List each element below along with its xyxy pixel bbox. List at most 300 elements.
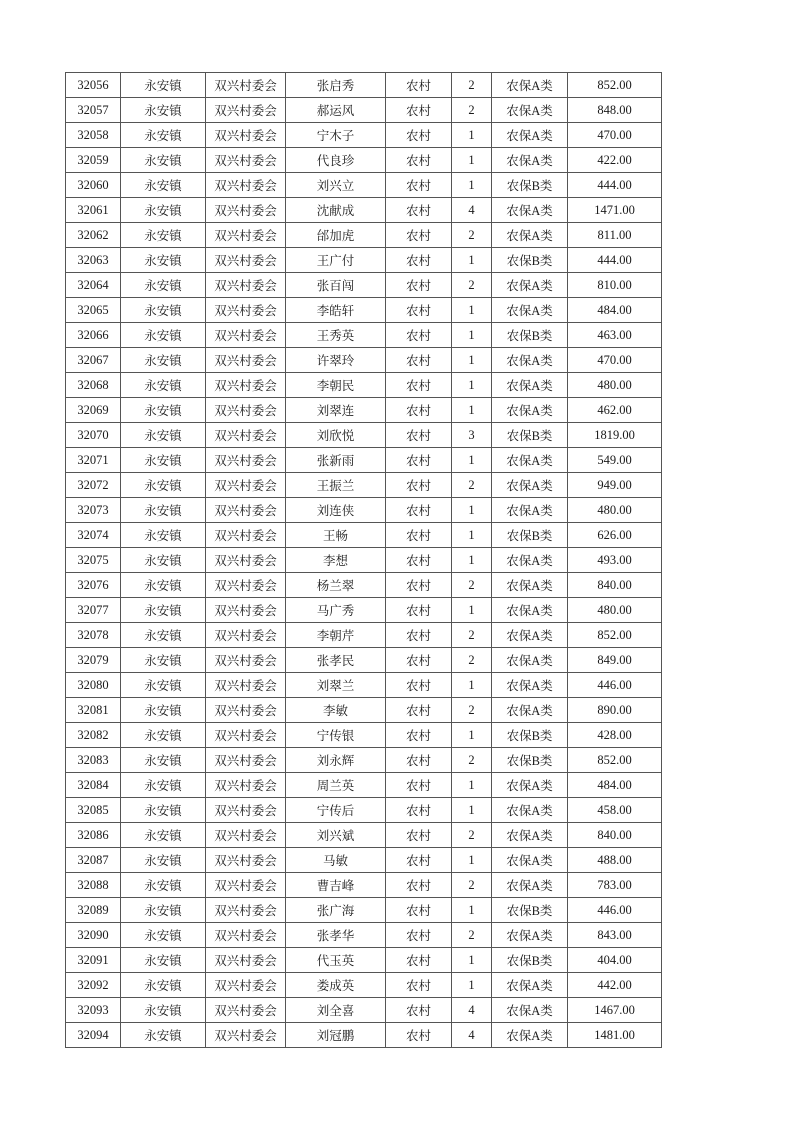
cell-amount: 1467.00 (568, 998, 662, 1023)
cell-town: 永安镇 (121, 173, 206, 198)
cell-town: 永安镇 (121, 648, 206, 673)
cell-residence: 农村 (386, 773, 452, 798)
cell-amount: 626.00 (568, 523, 662, 548)
cell-name: 王畅 (286, 523, 386, 548)
cell-residence: 农村 (386, 398, 452, 423)
cell-name: 刘兴立 (286, 173, 386, 198)
cell-name: 代玉英 (286, 948, 386, 973)
cell-residence: 农村 (386, 123, 452, 148)
cell-category: 农保B类 (492, 948, 568, 973)
cell-residence: 农村 (386, 598, 452, 623)
cell-town: 永安镇 (121, 398, 206, 423)
table-row (66, 548, 662, 573)
cell-town: 永安镇 (121, 973, 206, 998)
cell-persons: 1 (452, 598, 492, 623)
cell-id: 32083 (66, 748, 121, 773)
table-row (66, 948, 662, 973)
cell-village: 双兴村委会 (206, 148, 286, 173)
cell-town: 永安镇 (121, 548, 206, 573)
table-row (66, 623, 662, 648)
cell-name: 王广付 (286, 248, 386, 273)
cell-name: 张广海 (286, 898, 386, 923)
cell-category: 农保B类 (492, 248, 568, 273)
table-row (66, 348, 662, 373)
table-row (66, 798, 662, 823)
cell-category: 农保B类 (492, 898, 568, 923)
cell-village: 双兴村委会 (206, 123, 286, 148)
cell-category: 农保A类 (492, 398, 568, 423)
cell-village: 双兴村委会 (206, 173, 286, 198)
cell-village: 双兴村委会 (206, 323, 286, 348)
cell-town: 永安镇 (121, 198, 206, 223)
cell-id: 32074 (66, 523, 121, 548)
cell-residence: 农村 (386, 98, 452, 123)
table-row (66, 498, 662, 523)
cell-category: 农保A类 (492, 473, 568, 498)
cell-town: 永安镇 (121, 423, 206, 448)
table-row (66, 473, 662, 498)
cell-id: 32081 (66, 698, 121, 723)
cell-id: 32088 (66, 873, 121, 898)
cell-residence: 农村 (386, 748, 452, 773)
cell-name: 许翠玲 (286, 348, 386, 373)
cell-persons: 4 (452, 198, 492, 223)
cell-id: 32093 (66, 998, 121, 1023)
cell-residence: 农村 (386, 948, 452, 973)
cell-id: 32057 (66, 98, 121, 123)
cell-category: 农保B类 (492, 423, 568, 448)
cell-id: 32073 (66, 498, 121, 523)
table-row (66, 173, 662, 198)
cell-amount: 480.00 (568, 373, 662, 398)
cell-village: 双兴村委会 (206, 448, 286, 473)
cell-persons: 1 (452, 448, 492, 473)
table-row (66, 248, 662, 273)
cell-residence: 农村 (386, 548, 452, 573)
cell-amount: 404.00 (568, 948, 662, 973)
cell-town: 永安镇 (121, 773, 206, 798)
cell-village: 双兴村委会 (206, 373, 286, 398)
cell-id: 32071 (66, 448, 121, 473)
cell-town: 永安镇 (121, 798, 206, 823)
cell-town: 永安镇 (121, 498, 206, 523)
cell-category: 农保A类 (492, 998, 568, 1023)
cell-persons: 1 (452, 773, 492, 798)
cell-id: 32072 (66, 473, 121, 498)
benefits-table (65, 72, 662, 1048)
table-row (66, 223, 662, 248)
cell-name: 马广秀 (286, 598, 386, 623)
cell-name: 刘连侠 (286, 498, 386, 523)
cell-id: 32064 (66, 273, 121, 298)
cell-name: 张孝民 (286, 648, 386, 673)
cell-residence: 农村 (386, 423, 452, 448)
cell-town: 永安镇 (121, 723, 206, 748)
cell-id: 32082 (66, 723, 121, 748)
cell-amount: 890.00 (568, 698, 662, 723)
table-row (66, 273, 662, 298)
cell-name: 周兰英 (286, 773, 386, 798)
cell-residence: 农村 (386, 348, 452, 373)
cell-amount: 442.00 (568, 973, 662, 998)
cell-name: 张孝华 (286, 923, 386, 948)
cell-residence: 农村 (386, 273, 452, 298)
cell-residence: 农村 (386, 848, 452, 873)
cell-village: 双兴村委会 (206, 898, 286, 923)
cell-village: 双兴村委会 (206, 223, 286, 248)
cell-name: 刘全喜 (286, 998, 386, 1023)
cell-category: 农保A类 (492, 73, 568, 98)
cell-town: 永安镇 (121, 273, 206, 298)
cell-town: 永安镇 (121, 473, 206, 498)
cell-category: 农保A类 (492, 198, 568, 223)
cell-residence: 农村 (386, 573, 452, 598)
cell-town: 永安镇 (121, 848, 206, 873)
cell-id: 32085 (66, 798, 121, 823)
cell-persons: 1 (452, 723, 492, 748)
table-row (66, 323, 662, 348)
cell-id: 32063 (66, 248, 121, 273)
cell-amount: 444.00 (568, 248, 662, 273)
cell-amount: 480.00 (568, 498, 662, 523)
cell-id: 32070 (66, 423, 121, 448)
cell-id: 32062 (66, 223, 121, 248)
cell-town: 永安镇 (121, 673, 206, 698)
cell-id: 32090 (66, 923, 121, 948)
table-row (66, 523, 662, 548)
cell-persons: 2 (452, 273, 492, 298)
cell-amount: 422.00 (568, 148, 662, 173)
cell-name: 宁传后 (286, 798, 386, 823)
cell-persons: 1 (452, 348, 492, 373)
cell-persons: 2 (452, 923, 492, 948)
cell-amount: 949.00 (568, 473, 662, 498)
table-row (66, 98, 662, 123)
table-row (66, 123, 662, 148)
cell-persons: 2 (452, 73, 492, 98)
cell-residence: 农村 (386, 498, 452, 523)
cell-persons: 4 (452, 1023, 492, 1048)
cell-town: 永安镇 (121, 523, 206, 548)
cell-id: 32087 (66, 848, 121, 873)
cell-category: 农保A类 (492, 573, 568, 598)
cell-residence: 农村 (386, 698, 452, 723)
cell-name: 刘兴斌 (286, 823, 386, 848)
cell-town: 永安镇 (121, 73, 206, 98)
cell-category: 农保A类 (492, 798, 568, 823)
cell-amount: 446.00 (568, 898, 662, 923)
table-row (66, 1023, 662, 1048)
table-row (66, 823, 662, 848)
cell-persons: 1 (452, 973, 492, 998)
cell-id: 32069 (66, 398, 121, 423)
cell-amount: 462.00 (568, 398, 662, 423)
cell-name: 刘冠鹏 (286, 1023, 386, 1048)
cell-residence: 农村 (386, 198, 452, 223)
cell-id: 32094 (66, 1023, 121, 1048)
cell-village: 双兴村委会 (206, 873, 286, 898)
cell-residence: 农村 (386, 323, 452, 348)
cell-id: 32066 (66, 323, 121, 348)
cell-amount: 444.00 (568, 173, 662, 198)
cell-persons: 3 (452, 423, 492, 448)
cell-village: 双兴村委会 (206, 748, 286, 773)
cell-village: 双兴村委会 (206, 348, 286, 373)
cell-category: 农保A类 (492, 673, 568, 698)
cell-name: 张百闯 (286, 273, 386, 298)
cell-persons: 1 (452, 398, 492, 423)
cell-town: 永安镇 (121, 698, 206, 723)
cell-village: 双兴村委会 (206, 523, 286, 548)
cell-category: 农保A类 (492, 623, 568, 648)
table-row (66, 923, 662, 948)
cell-residence: 农村 (386, 448, 452, 473)
cell-name: 代良珍 (286, 148, 386, 173)
cell-village: 双兴村委会 (206, 248, 286, 273)
cell-category: 农保A类 (492, 223, 568, 248)
cell-town: 永安镇 (121, 98, 206, 123)
cell-residence: 农村 (386, 73, 452, 98)
cell-category: 农保A类 (492, 698, 568, 723)
cell-village: 双兴村委会 (206, 798, 286, 823)
cell-town: 永安镇 (121, 148, 206, 173)
table-row (66, 198, 662, 223)
cell-amount: 493.00 (568, 548, 662, 573)
cell-amount: 783.00 (568, 873, 662, 898)
cell-category: 农保A类 (492, 848, 568, 873)
cell-persons: 1 (452, 798, 492, 823)
cell-persons: 2 (452, 223, 492, 248)
cell-residence: 农村 (386, 373, 452, 398)
cell-village: 双兴村委会 (206, 923, 286, 948)
cell-id: 32080 (66, 673, 121, 698)
cell-town: 永安镇 (121, 823, 206, 848)
cell-persons: 1 (452, 898, 492, 923)
cell-village: 双兴村委会 (206, 723, 286, 748)
cell-name: 郝运风 (286, 98, 386, 123)
cell-town: 永安镇 (121, 298, 206, 323)
table-row (66, 723, 662, 748)
cell-id: 32056 (66, 73, 121, 98)
cell-id: 32058 (66, 123, 121, 148)
cell-village: 双兴村委会 (206, 648, 286, 673)
cell-id: 32079 (66, 648, 121, 673)
cell-town: 永安镇 (121, 123, 206, 148)
cell-village: 双兴村委会 (206, 198, 286, 223)
cell-town: 永安镇 (121, 348, 206, 373)
cell-amount: 484.00 (568, 298, 662, 323)
cell-residence: 农村 (386, 998, 452, 1023)
cell-amount: 470.00 (568, 348, 662, 373)
cell-persons: 1 (452, 123, 492, 148)
cell-id: 32068 (66, 373, 121, 398)
cell-category: 农保A类 (492, 448, 568, 473)
cell-category: 农保A类 (492, 498, 568, 523)
cell-town: 永安镇 (121, 373, 206, 398)
cell-name: 张新雨 (286, 448, 386, 473)
table-row (66, 873, 662, 898)
cell-village: 双兴村委会 (206, 1023, 286, 1048)
table-row (66, 698, 662, 723)
cell-name: 刘欣悦 (286, 423, 386, 448)
table-body (66, 73, 662, 1048)
cell-category: 农保A类 (492, 348, 568, 373)
cell-persons: 2 (452, 623, 492, 648)
cell-town: 永安镇 (121, 598, 206, 623)
cell-name: 曹吉峰 (286, 873, 386, 898)
cell-category: 农保A类 (492, 373, 568, 398)
cell-persons: 4 (452, 998, 492, 1023)
cell-category: 农保A类 (492, 648, 568, 673)
cell-residence: 农村 (386, 148, 452, 173)
cell-name: 沈献成 (286, 198, 386, 223)
table-row (66, 298, 662, 323)
cell-amount: 849.00 (568, 648, 662, 673)
table-row (66, 573, 662, 598)
cell-amount: 480.00 (568, 598, 662, 623)
cell-residence: 农村 (386, 923, 452, 948)
cell-village: 双兴村委会 (206, 473, 286, 498)
cell-amount: 458.00 (568, 798, 662, 823)
cell-persons: 1 (452, 498, 492, 523)
cell-category: 农保A类 (492, 548, 568, 573)
table-row (66, 598, 662, 623)
cell-town: 永安镇 (121, 998, 206, 1023)
table-row (66, 898, 662, 923)
table-row (66, 423, 662, 448)
cell-town: 永安镇 (121, 1023, 206, 1048)
table-row (66, 848, 662, 873)
cell-persons: 1 (452, 323, 492, 348)
table-row (66, 448, 662, 473)
cell-village: 双兴村委会 (206, 598, 286, 623)
cell-name: 王秀英 (286, 323, 386, 348)
cell-town: 永安镇 (121, 448, 206, 473)
table-row (66, 773, 662, 798)
cell-name: 刘翠兰 (286, 673, 386, 698)
cell-town: 永安镇 (121, 898, 206, 923)
cell-amount: 843.00 (568, 923, 662, 948)
cell-id: 32086 (66, 823, 121, 848)
cell-residence: 农村 (386, 648, 452, 673)
cell-village: 双兴村委会 (206, 573, 286, 598)
cell-amount: 488.00 (568, 848, 662, 873)
cell-amount: 549.00 (568, 448, 662, 473)
cell-residence: 农村 (386, 248, 452, 273)
cell-village: 双兴村委会 (206, 773, 286, 798)
cell-amount: 848.00 (568, 98, 662, 123)
cell-amount: 852.00 (568, 623, 662, 648)
cell-village: 双兴村委会 (206, 398, 286, 423)
cell-village: 双兴村委会 (206, 998, 286, 1023)
cell-persons: 2 (452, 873, 492, 898)
cell-village: 双兴村委会 (206, 948, 286, 973)
cell-town: 永安镇 (121, 323, 206, 348)
cell-village: 双兴村委会 (206, 73, 286, 98)
cell-residence: 农村 (386, 523, 452, 548)
cell-amount: 852.00 (568, 748, 662, 773)
cell-id: 32091 (66, 948, 121, 973)
cell-name: 李朝民 (286, 373, 386, 398)
cell-village: 双兴村委会 (206, 673, 286, 698)
cell-persons: 2 (452, 648, 492, 673)
cell-village: 双兴村委会 (206, 423, 286, 448)
cell-persons: 1 (452, 548, 492, 573)
cell-id: 32077 (66, 598, 121, 623)
cell-name: 宁传银 (286, 723, 386, 748)
cell-name: 李朝芹 (286, 623, 386, 648)
cell-residence: 农村 (386, 623, 452, 648)
table-row (66, 373, 662, 398)
cell-amount: 484.00 (568, 773, 662, 798)
cell-category: 农保A类 (492, 923, 568, 948)
cell-category: 农保B类 (492, 748, 568, 773)
cell-category: 农保A类 (492, 1023, 568, 1048)
cell-id: 32089 (66, 898, 121, 923)
cell-id: 32078 (66, 623, 121, 648)
cell-town: 永安镇 (121, 748, 206, 773)
cell-residence: 农村 (386, 673, 452, 698)
cell-town: 永安镇 (121, 923, 206, 948)
cell-category: 农保A类 (492, 873, 568, 898)
cell-residence: 农村 (386, 823, 452, 848)
cell-town: 永安镇 (121, 623, 206, 648)
cell-persons: 1 (452, 173, 492, 198)
cell-persons: 1 (452, 298, 492, 323)
cell-id: 32076 (66, 573, 121, 598)
cell-village: 双兴村委会 (206, 273, 286, 298)
cell-name: 刘永辉 (286, 748, 386, 773)
cell-persons: 1 (452, 948, 492, 973)
cell-category: 农保A类 (492, 148, 568, 173)
cell-name: 邰加虎 (286, 223, 386, 248)
cell-amount: 463.00 (568, 323, 662, 348)
cell-town: 永安镇 (121, 248, 206, 273)
cell-category: 农保A类 (492, 298, 568, 323)
cell-persons: 2 (452, 823, 492, 848)
cell-id: 32075 (66, 548, 121, 573)
cell-village: 双兴村委会 (206, 698, 286, 723)
cell-persons: 1 (452, 673, 492, 698)
cell-persons: 1 (452, 148, 492, 173)
cell-residence: 农村 (386, 223, 452, 248)
cell-category: 农保B类 (492, 523, 568, 548)
cell-category: 农保A类 (492, 823, 568, 848)
cell-amount: 1481.00 (568, 1023, 662, 1048)
cell-village: 双兴村委会 (206, 823, 286, 848)
cell-town: 永安镇 (121, 573, 206, 598)
cell-category: 农保B类 (492, 723, 568, 748)
cell-name: 李想 (286, 548, 386, 573)
cell-persons: 1 (452, 848, 492, 873)
cell-persons: 1 (452, 523, 492, 548)
cell-persons: 2 (452, 748, 492, 773)
cell-persons: 1 (452, 373, 492, 398)
cell-town: 永安镇 (121, 873, 206, 898)
cell-residence: 农村 (386, 798, 452, 823)
cell-category: 农保A类 (492, 273, 568, 298)
cell-amount: 852.00 (568, 73, 662, 98)
cell-town: 永安镇 (121, 223, 206, 248)
table-row (66, 748, 662, 773)
cell-amount: 1819.00 (568, 423, 662, 448)
cell-persons: 2 (452, 473, 492, 498)
cell-name: 张启秀 (286, 73, 386, 98)
table-row (66, 648, 662, 673)
cell-name: 李皓轩 (286, 298, 386, 323)
cell-residence: 农村 (386, 173, 452, 198)
cell-name: 娄成英 (286, 973, 386, 998)
